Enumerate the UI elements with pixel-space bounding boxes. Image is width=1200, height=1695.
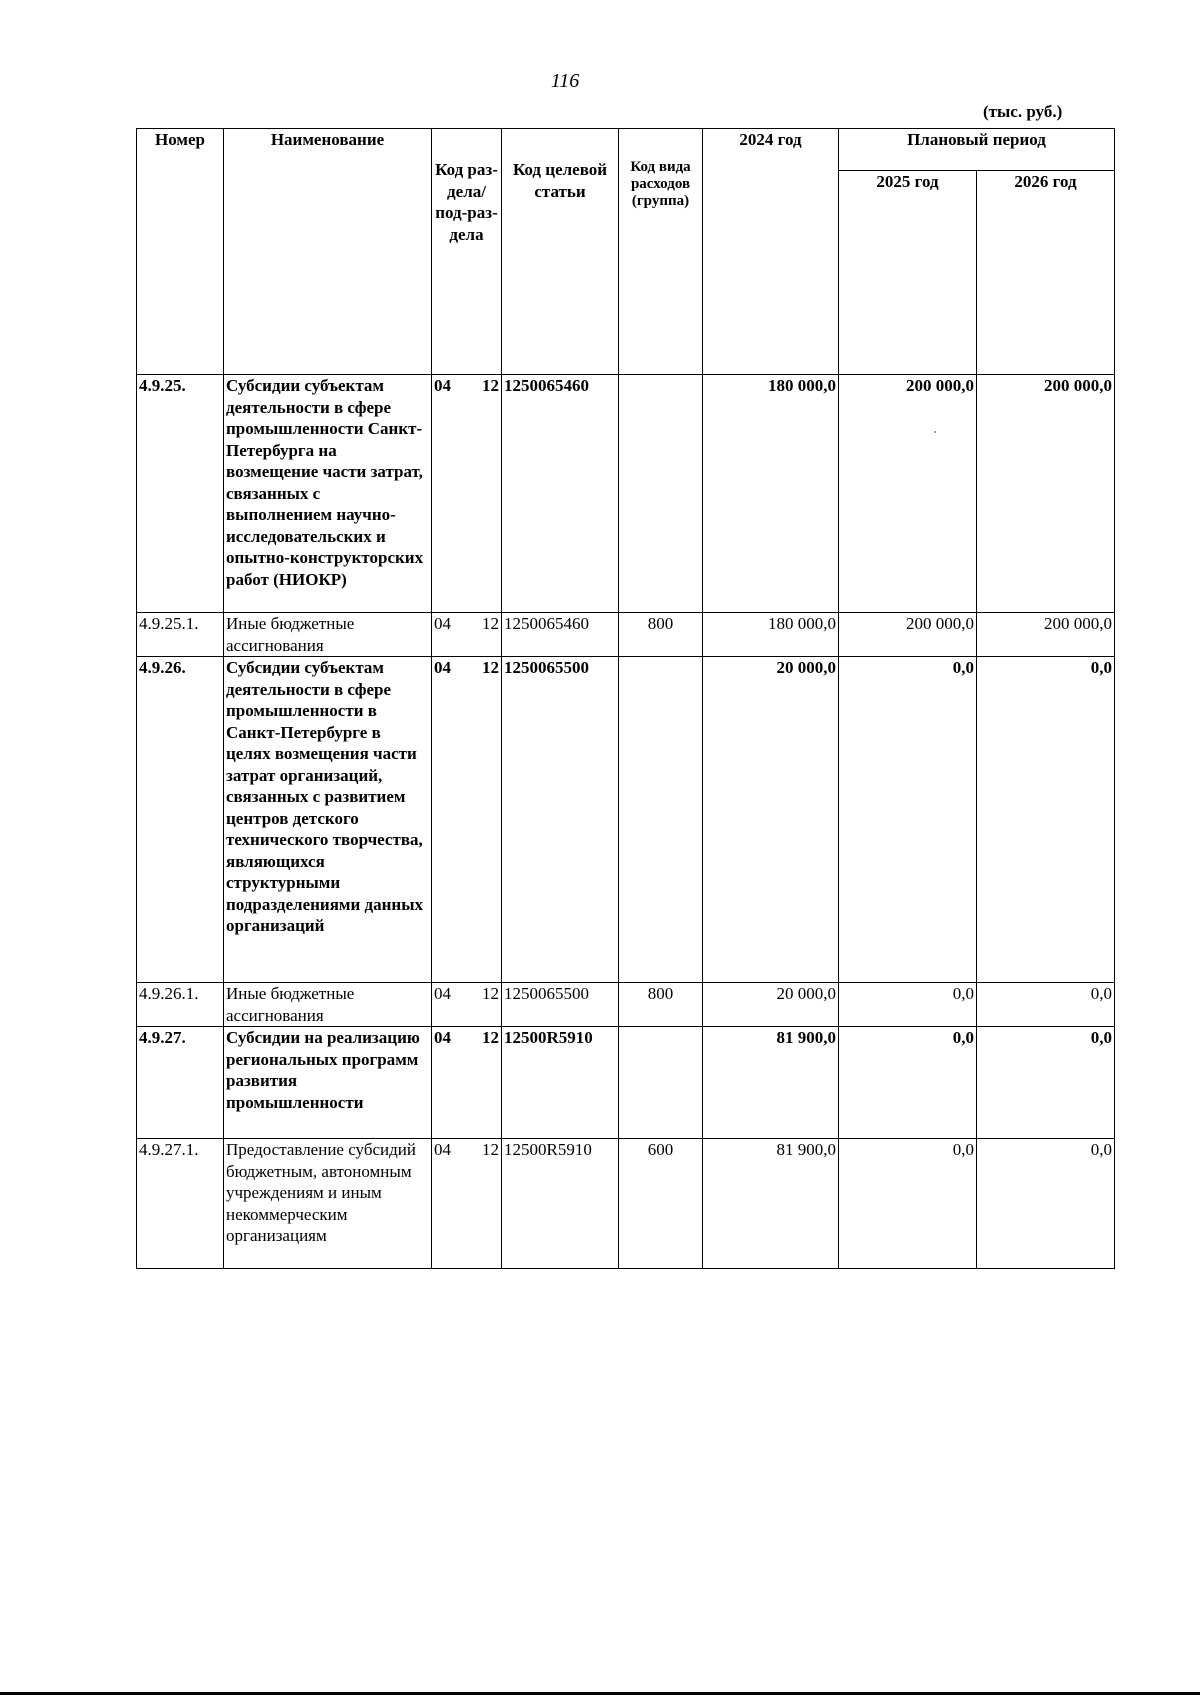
row-name: Предоставление субсидий бюджетным, автономным учреждениям и иным некоммерческим организациям	[224, 1139, 432, 1269]
row-2026: 0,0	[977, 657, 1115, 983]
table-row	[137, 1027, 1115, 1139]
row-subsection-code: 12	[482, 1028, 499, 1047]
row-subsection-code: 12	[482, 984, 499, 1003]
row-expense-type: 800	[619, 613, 703, 657]
row-expense-type	[619, 657, 703, 983]
row-name: Субсидии на реализацию региональных программ развития промышленности	[224, 1027, 432, 1139]
row-2026: 0,0	[977, 983, 1115, 1027]
table-row	[137, 375, 1115, 613]
row-section	[432, 375, 502, 613]
budget-table	[136, 128, 1115, 1269]
row-section	[432, 983, 502, 1027]
row-expense-type: 800	[619, 983, 703, 1027]
table-row	[137, 657, 1115, 983]
scan-speck	[934, 431, 936, 433]
header-expense-type	[619, 129, 703, 375]
row-expense-type	[619, 1027, 703, 1139]
row-subsection-code: 12	[482, 614, 499, 633]
row-2025: 0,0	[839, 657, 977, 983]
header-2024: 2024 год	[703, 129, 839, 375]
header-target: Код целевой статьи	[502, 129, 619, 375]
units-label: (тыс. руб.)	[983, 102, 1063, 121]
row-name: Иные бюджетные ассигнования	[224, 983, 432, 1027]
table-row	[137, 613, 1115, 657]
row-2024: 180 000,0	[703, 375, 839, 613]
row-2026: 200 000,0	[977, 613, 1115, 657]
row-name: Субсидии субъектам деятельности в сфере промышленности Санкт-Петербурга на возмещение части затрат, связанных с выполнением научно-исследовательских и опытно-конструкторских работ (НИОКР)	[224, 375, 432, 613]
header-planned-period: Плановый период	[839, 129, 1115, 171]
row-section-code: 04	[434, 984, 451, 1003]
row-2024: 20 000,0	[703, 983, 839, 1027]
row-target: 1250065460	[502, 375, 619, 613]
row-target: 1250065500	[502, 657, 619, 983]
row-target: 1250065500	[502, 983, 619, 1027]
row-2024: 180 000,0	[703, 613, 839, 657]
header-number: Номер	[137, 129, 224, 375]
row-subsection-code: 12	[482, 376, 499, 395]
row-section	[432, 657, 502, 983]
row-target: 12500R5910	[502, 1027, 619, 1139]
row-section-code: 04	[434, 1140, 451, 1159]
row-target: 1250065460	[502, 613, 619, 657]
row-section-code: 04	[434, 658, 451, 677]
row-2025: 200 000,0	[839, 375, 977, 613]
table-row	[137, 983, 1115, 1027]
header-2026: 2026 год	[977, 170, 1115, 374]
page-number: 116	[550, 70, 580, 92]
row-2025: 0,0	[839, 1027, 977, 1139]
table-body	[137, 375, 1115, 1269]
row-name: Субсидии субъектам деятельности в сфере промышленности в Санкт-Петербурге в целях возмещения части затрат организаций, связанных с развитием центров детского технического творчества, являющихся структурными подразделениями данных организаций	[224, 657, 432, 983]
row-number: 4.9.26.1.	[137, 983, 224, 1027]
header-name: Наименование	[224, 129, 432, 375]
table-header	[137, 129, 1115, 375]
row-section	[432, 613, 502, 657]
row-section	[432, 1027, 502, 1139]
table-row	[137, 1139, 1115, 1269]
row-section-code: 04	[434, 1028, 451, 1047]
row-2026: 200 000,0	[977, 375, 1115, 613]
row-2025: 0,0	[839, 1139, 977, 1269]
row-2025: 0,0	[839, 983, 977, 1027]
row-expense-type	[619, 375, 703, 613]
row-number: 4.9.25.1.	[137, 613, 224, 657]
row-subsection-code: 12	[482, 1140, 499, 1159]
header-section: Код раз-дела/ под-раз-дела	[432, 129, 502, 375]
row-2026: 0,0	[977, 1139, 1115, 1269]
row-number: 4.9.25.	[137, 375, 224, 613]
row-name: Иные бюджетные ассигнования	[224, 613, 432, 657]
row-2026: 0,0	[977, 1027, 1115, 1139]
row-target: 12500R5910	[502, 1139, 619, 1269]
row-number: 4.9.27.	[137, 1027, 224, 1139]
header-2025: 2025 год	[839, 170, 977, 374]
row-number: 4.9.27.1.	[137, 1139, 224, 1269]
row-expense-type: 600	[619, 1139, 703, 1269]
row-2025: 200 000,0	[839, 613, 977, 657]
row-number: 4.9.26.	[137, 657, 224, 983]
row-section-code: 04	[434, 376, 451, 395]
row-2024: 20 000,0	[703, 657, 839, 983]
row-2024: 81 900,0	[703, 1139, 839, 1269]
header-expense-type-text: Код вида расходов (группа)	[630, 159, 691, 209]
row-2024: 81 900,0	[703, 1027, 839, 1139]
row-section	[432, 1139, 502, 1269]
row-section-code: 04	[434, 614, 451, 633]
row-subsection-code: 12	[482, 658, 499, 677]
